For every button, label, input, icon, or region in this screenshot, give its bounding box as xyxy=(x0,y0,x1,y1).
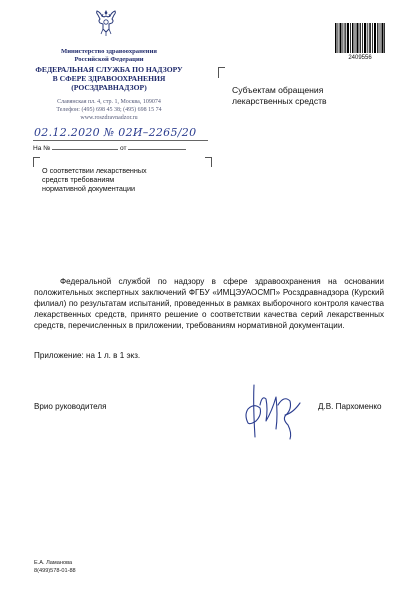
executor-phone: 8(499)578-01-88 xyxy=(34,568,76,575)
attachment-note: Приложение: на 1 л. в 1 экз. xyxy=(34,351,141,360)
ministry-name: Министерство здравоохранения Российской Федерации xyxy=(61,48,157,63)
russian-coat-of-arms-icon xyxy=(94,7,118,37)
org-header xyxy=(24,48,194,123)
ot-blank xyxy=(128,143,186,150)
subject-bracket-right xyxy=(205,157,212,167)
recipient-bracket xyxy=(218,67,225,78)
ot-label: от xyxy=(120,145,127,152)
date-underline xyxy=(33,140,208,141)
recipient: Субъектам обращения лекарственных средств xyxy=(232,85,327,106)
service-name: ФЕДЕРАЛЬНАЯ СЛУЖБА ПО НАДЗОРУ В СФЕРЕ ЗДРАВООХРАНЕНИЯ (РОСЗДРАВНАДЗОР) xyxy=(35,65,183,92)
na-label: На № xyxy=(33,145,51,152)
na-blank xyxy=(52,143,118,150)
executor-name: Е.А. Ламанова xyxy=(34,560,73,566)
signatory-position: Врио руководителя xyxy=(34,402,107,411)
reference-row xyxy=(33,143,186,152)
executor-info xyxy=(34,559,76,576)
body-text: Федеральной службой по надзору в сфере здравоохранения на основании положительных экспертных заключений ФГБУ «ИМЦЭУАОСМП» Росздравнадзора (Курский филиал) по результатам испытаний, проведенных в рамках выборочного контроля качества лекарственных средств, принято решение о соответствии качества серий лекарственных средств, перечисленных в приложении, требованиям нормативной документации. xyxy=(34,277,384,330)
barcode xyxy=(335,23,385,53)
body-paragraph xyxy=(34,276,384,331)
signatory-name: Д.В. Пархоменко xyxy=(318,402,382,411)
subject: О соответствии лекарственных средств требованиям нормативной документации xyxy=(42,166,147,193)
handwritten-date-number: 02.12.2020 № 02И–2265/20 xyxy=(34,126,197,139)
subject-bracket-left xyxy=(33,157,40,167)
barcode-number: 2409556 xyxy=(348,55,372,61)
org-address: Славянская пл. 4, стр. 1, Москва, 109074 Телефон: (495) 698 45 38; (495) 698 15 74 www.roszdravnadzor.ru xyxy=(56,99,162,121)
handwritten-signature xyxy=(238,375,308,441)
